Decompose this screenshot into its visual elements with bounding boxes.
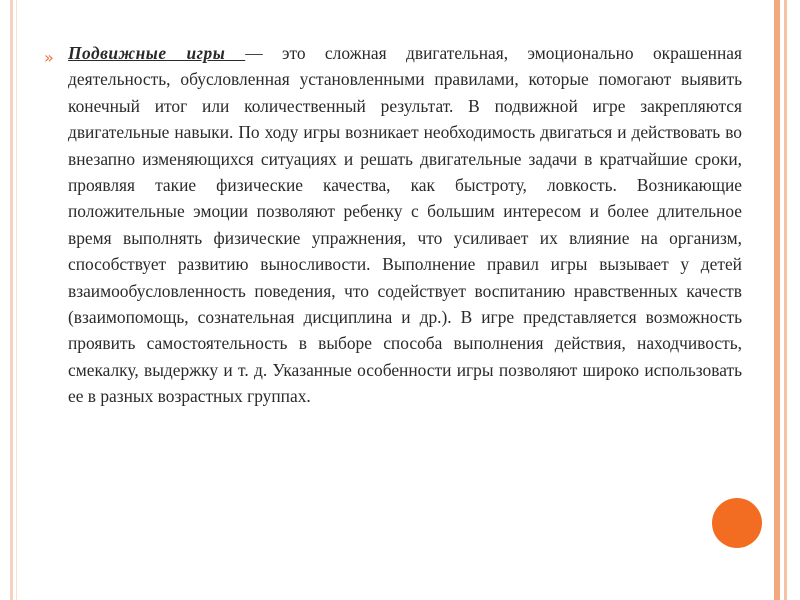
term-dash: —	[245, 43, 282, 63]
slide-content	[68, 40, 742, 410]
left-decor-stripe-thin	[16, 0, 17, 600]
main-paragraph	[68, 40, 742, 410]
right-decor-stripe	[774, 0, 780, 600]
bullet-marker-icon: »	[44, 48, 54, 67]
right-decor-stripe-thin	[784, 0, 787, 600]
left-decor-stripe	[10, 0, 13, 600]
term-heading: Подвижные игры	[68, 43, 246, 63]
definition-text: это сложная двигательная, эмоционально окрашенная деятельность, обусловленная установленными правилами, которые помогают выявить конечный итог или количественный результат. В подвижной игре закрепляются двигательные навыки. По ходу игры возникает необходимость двигаться и действовать во внезапно изменяющихся ситуациях и решать двигательные задачи в кратчайшие сроки, проявляя такие физические качества, как быстроту, ловкость. Возникающие положительные эмоции позволяют ребенку с большим интересом и более длительное время выполнять физические упражнения, что усиливает их влияние на организм, способствует развитию выносливости. Выполнение правил игры вызывает у детей взаимообусловленность поведения, что содействует воспитанию нравственных качеств (взаимопомощь, сознательная дисциплина и др.). В игре представляется возможность проявить самостоятельность в выборе способа выполнения действия, находчивость, смекалку, выдержку и т. д. Указанные особенности игры позволяют широко использовать ее в разных возрастных группах.	[68, 43, 742, 407]
orange-circle-decoration	[712, 498, 762, 548]
